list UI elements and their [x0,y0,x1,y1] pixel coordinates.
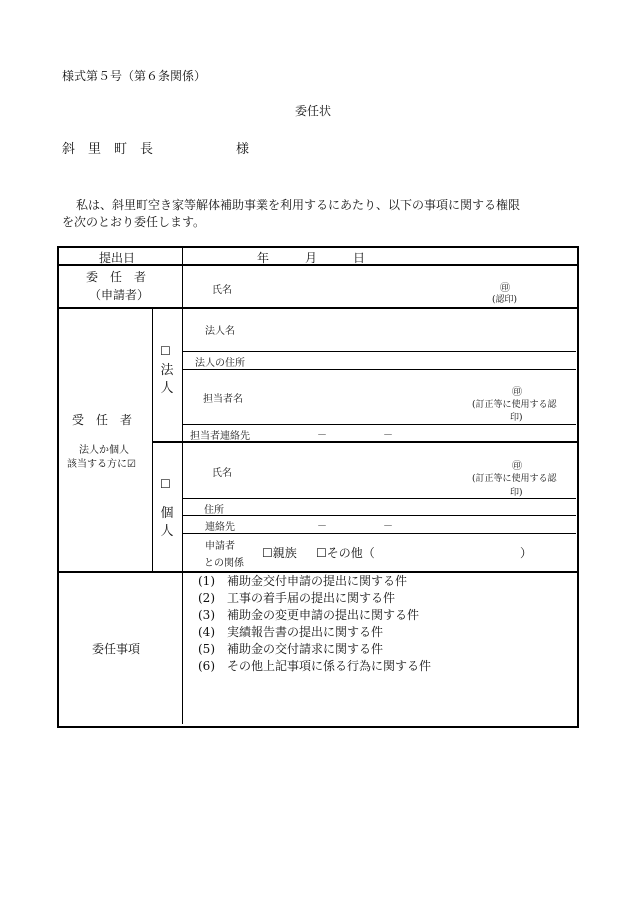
delegator-name-label: 氏名 [212,285,232,296]
delegate-note-1: 法人か個人 [79,445,129,456]
indiv-checkbox[interactable]: ☐ [160,477,171,491]
corp-vertical-label: 法 人 [160,363,174,396]
matters-label: 委任事項 [92,642,141,656]
seal-mark: ㊞ [500,283,510,294]
list-item: (3) 補助金の変更申請の提出に関する件 [198,608,419,622]
corp-rep-label: 担当者名 [203,394,243,405]
delegator-sublabel: （申請者） [89,288,150,302]
corp-seal-note-2: 印) [510,413,523,423]
corp-contact-dash-2: － [383,430,393,441]
intro-line-1: 私は、斜里町空き家等解体補助事業を利用するにあたり、以下の事項に関する権限 [76,198,521,212]
corp-seal: ㊞ [512,387,522,398]
indiv-name-label: 氏名 [212,468,232,479]
delegate-label: 受 任 者 [72,413,133,427]
corp-contact-dash-1: － [317,430,327,441]
list-item: (4) 実績報告書の提出に関する件 [198,625,383,639]
intro-line-2: を次のとおり委任します。 [62,215,206,229]
list-item: (6) その他上記事項に係る行為に関する件 [198,659,431,673]
list-item: (1) 補助金交付申請の提出に関する件 [198,574,407,588]
relation-label-2: との関係 [204,558,244,569]
date-value[interactable]: 年 月 日 [257,251,366,265]
indiv-seal: ㊞ [512,461,522,472]
relation-option-family[interactable]: ☐親族 [262,546,297,560]
delegator-label: 委 任 者 [86,270,147,284]
addressee: 斜 里 町 長 [62,142,154,157]
addressee-suffix: 様 [236,142,250,157]
delegate-note-2: 該当する方に☑ [67,459,136,470]
indiv-seal-note-1: (訂正等に使用する認 [472,474,557,484]
document-title: 委任状 [295,104,332,118]
relation-close-paren: ） [520,546,533,560]
relation-option-other[interactable]: ☐その他（ [316,546,375,560]
list-item: (2) 工事の着手届の提出に関する件 [198,591,395,605]
indiv-contact-dash-1: － [317,521,327,532]
list-item: (5) 補助金の交付請求に関する件 [198,642,383,656]
seal-note: (認印) [492,295,518,305]
corp-seal-note-1: (訂正等に使用する認 [472,400,557,410]
relation-label-1: 申請者 [205,541,235,552]
matters-list [198,573,431,675]
indiv-seal-note-2: 印) [510,488,523,498]
date-label: 提出日 [99,251,136,265]
corp-name-label: 法人名 [205,326,235,337]
form-number: 様式第５号（第６条関係） [62,69,207,83]
indiv-address-label: 住所 [204,505,224,516]
corp-contact-label: 担当者連絡先 [190,431,250,442]
corp-checkbox[interactable]: ☐ [160,344,171,358]
corp-address-label: 法人の住所 [195,358,245,369]
indiv-vertical-label: 個 人 [160,506,174,539]
indiv-contact-label: 連絡先 [205,522,235,533]
indiv-contact-dash-2: － [383,521,393,532]
